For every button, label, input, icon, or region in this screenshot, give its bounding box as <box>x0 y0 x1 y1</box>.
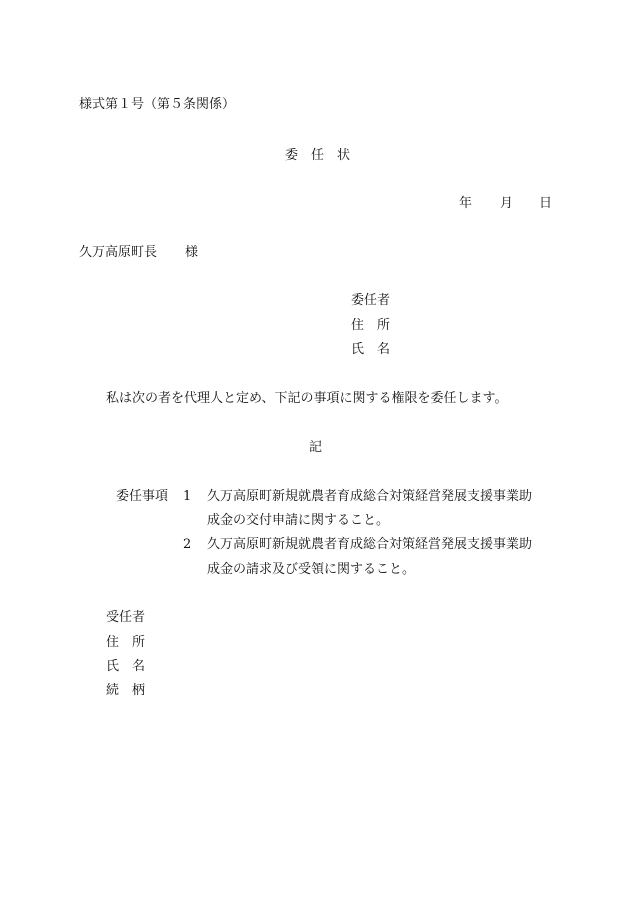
form-number: 様式第１号（第５条関係） <box>79 97 236 112</box>
date-month-label: 月 <box>500 196 514 211</box>
item-number: 2 <box>183 537 192 552</box>
body-text: 私は次の者を代理人と定め、下記の事項に関する権限を委任します。 <box>106 391 508 406</box>
item-number: 1 <box>183 489 192 504</box>
item-line2: 成金の交付申請に関すること。 <box>207 513 390 528</box>
agent-address-label: 住 所 <box>106 635 146 650</box>
date-day-label: 日 <box>539 196 553 211</box>
addressee-name: 久万高原町長 <box>79 245 158 260</box>
agent-relation-label: 続 柄 <box>106 683 146 698</box>
agent-heading: 受任者 <box>106 610 146 625</box>
item-line1: 久万高原町新規就農者育成総合対策経営発展支援事業助 <box>207 537 533 552</box>
principal-name-label: 氏 名 <box>351 342 391 357</box>
ki-heading: 記 <box>309 440 323 455</box>
items-label: 委任事項 <box>116 489 169 504</box>
item-line1: 久万高原町新規就農者育成総合対策経営発展支援事業助 <box>207 489 533 504</box>
addressee-honorific: 様 <box>185 245 199 260</box>
principal-address-label: 住 所 <box>351 318 391 333</box>
agent-name-label: 氏 名 <box>106 659 146 674</box>
principal-heading: 委任者 <box>351 293 391 308</box>
document-title: 委 任 状 <box>285 148 351 163</box>
date-year-label: 年 <box>459 196 473 211</box>
item-line2: 成金の請求及び受領に関すること。 <box>207 562 416 577</box>
